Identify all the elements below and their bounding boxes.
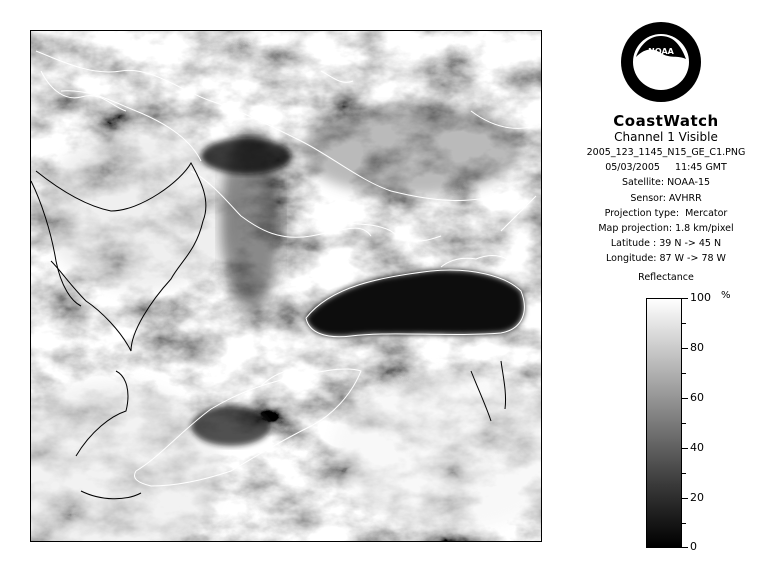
- colorbar-tick-label: 100: [690, 291, 711, 304]
- colorbar-unit: %: [721, 290, 731, 301]
- colorbar-tick-label: 0: [690, 540, 697, 553]
- colorbar-minor-tick: [682, 523, 686, 524]
- file-name: 2005_123_1145_N15_GE_C1.PNG: [586, 147, 746, 158]
- satellite-image-svg: [31, 31, 542, 542]
- colorbar-minor-tick: [682, 373, 686, 374]
- colorbar-tick-label: 60: [690, 391, 704, 404]
- georgian-bay-dark-patch: [201, 138, 291, 174]
- projection-type: Projection type: Mercator: [604, 208, 728, 219]
- colorbar-tick: [682, 547, 688, 548]
- latitude-range: Latitude : 39 N -> 45 N: [610, 238, 722, 249]
- lake-erie-dark-patch: [191, 406, 271, 446]
- colorbar-tick: [682, 448, 688, 449]
- colorbar-minor-tick: [682, 423, 686, 424]
- colorbar-tick: [682, 498, 688, 499]
- satellite-image: [30, 30, 542, 542]
- reflectance-colorbar: [646, 298, 682, 548]
- satellite-name: Satellite: NOAA-15: [621, 177, 711, 188]
- map-projection: Map projection: 1.8 km/pixel: [598, 223, 734, 234]
- logo-text: NOAA: [648, 47, 674, 56]
- colorbar-tick: [682, 348, 688, 349]
- colorbar-tick-label: 20: [690, 491, 704, 504]
- colorbar-tick: [682, 398, 688, 399]
- channel-name: Channel 1 Visible: [614, 130, 718, 144]
- colorbar-minor-tick: [682, 323, 686, 324]
- colorbar-minor-tick: [682, 473, 686, 474]
- product-title: CoastWatch: [613, 112, 719, 130]
- noaa-logo-icon: [620, 21, 702, 103]
- longitude-range: Longitude: 87 W -> 78 W: [606, 253, 726, 264]
- colorbar-tick-label: 80: [690, 341, 704, 354]
- date-time: 05/03/2005 11:45 GMT: [605, 162, 727, 173]
- sensor-name: Sensor: AVHRR: [630, 193, 702, 204]
- colorbar-tick: [682, 298, 688, 299]
- colorbar-title: Reflectance: [638, 272, 694, 283]
- colorbar-tick-label: 40: [690, 441, 704, 454]
- noaa-logo: [620, 21, 702, 103]
- dark-band-northeast: [301, 106, 521, 196]
